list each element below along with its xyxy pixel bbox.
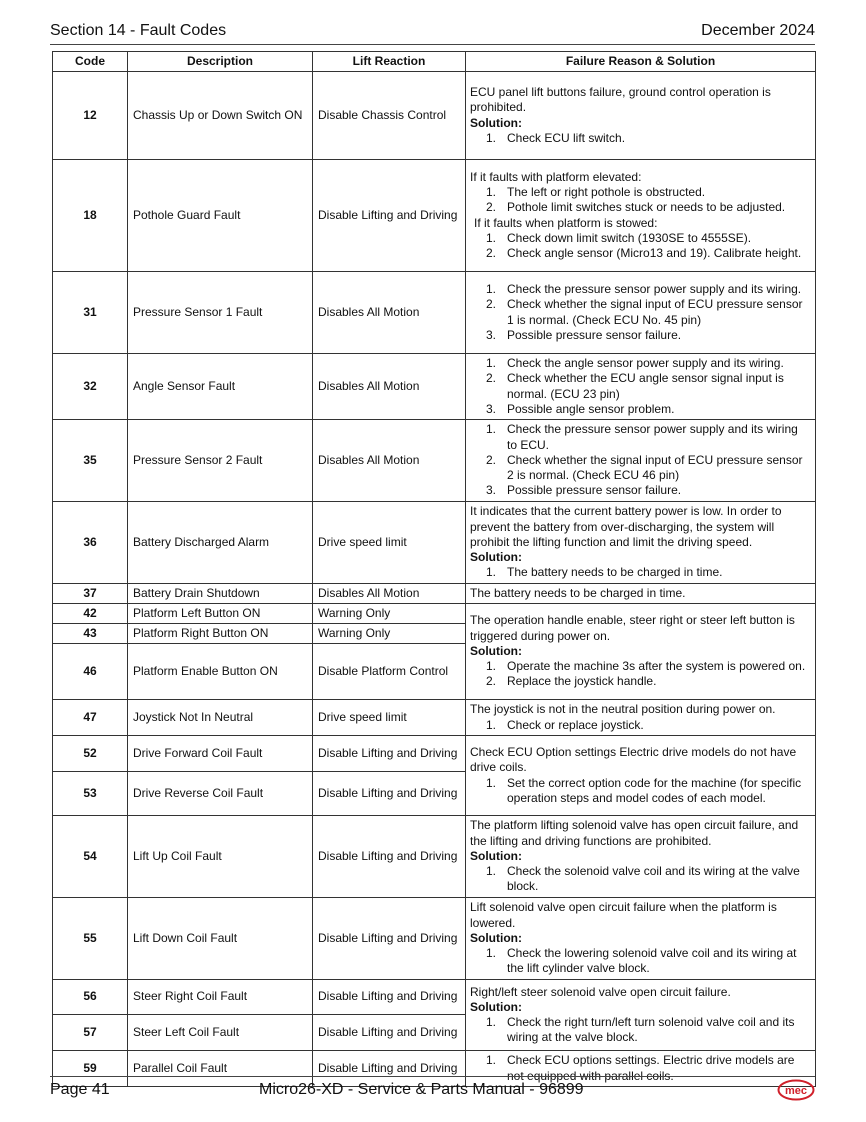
failure-solution: The joystick is not in the neutral position during power on. 1. Check or replace joystick.	[466, 700, 816, 736]
failure-solution: 1. Check the pressure sensor power supply and its wiring to ECU. 2. Check whether the signal input of ECU pressure sensor 2 is normal. (Check ECU 46 pin) 3. Possible pressure sensor failure.	[466, 420, 816, 502]
solution-step: Check down limit switch (1930SE to 4555SE).	[507, 230, 752, 245]
fault-code: 59	[53, 1051, 128, 1087]
table-row	[53, 604, 816, 624]
table-row	[53, 354, 816, 420]
failure-solution: The battery needs to be charged in time.	[466, 584, 816, 604]
failure-solution: Right/left steer solenoid valve open circuit failure. Solution: 1. Check the right turn/left turn solenoid valve coil and its wiring at the valve block.	[466, 980, 816, 1051]
solution-label: Solution:	[470, 643, 522, 658]
table-row	[53, 736, 816, 772]
lift-reaction: Disable Lifting and Driving	[313, 1051, 466, 1087]
solution-step: Check the angle sensor power supply and its wiring.	[507, 356, 784, 371]
failure-reason: The joystick is not in the neutral position during power on.	[470, 702, 776, 717]
table-row	[53, 72, 816, 160]
failure-reason: Check ECU Option settings Electric drive models do not have drive coils.	[470, 745, 797, 775]
fault-description: Platform Right Button ON	[128, 624, 313, 644]
failure-reason: If it faults with platform elevated:	[470, 169, 642, 184]
fault-description: Steer Right Coil Fault	[128, 980, 313, 1015]
fault-description: Battery Discharged Alarm	[128, 502, 313, 584]
solution-label: Solution:	[470, 848, 522, 863]
fault-description: Pothole Guard Fault	[128, 160, 313, 272]
solution-step: The left or right pothole is obstructed.	[507, 185, 706, 200]
solution-step: Check the pressure sensor power supply and its wiring to ECU.	[507, 422, 798, 452]
failure-reason: Right/left steer solenoid valve open circuit failure.	[470, 984, 731, 999]
column-header-solution: Failure Reason & Solution	[466, 52, 816, 72]
solution-step: Check whether the ECU angle sensor signal input is normal. (ECU 23 pin)	[507, 371, 784, 401]
fault-code: 57	[53, 1015, 128, 1051]
fault-code: 54	[53, 816, 128, 898]
lift-reaction: Disables All Motion	[313, 420, 466, 502]
solution-step: Possible pressure sensor failure.	[507, 327, 682, 342]
failure-solution: 1. Check ECU options settings. Electric drive models are not equipped with parallel coils.	[466, 1051, 816, 1087]
table-row	[53, 272, 816, 354]
lift-reaction: Disables All Motion	[313, 272, 466, 354]
failure-solution: ECU panel lift buttons failure, ground control operation is prohibited. Solution: 1. Check ECU lift switch.	[466, 72, 816, 160]
solution-step: Operate the machine 3s after the system is powered on.	[507, 659, 806, 674]
fault-code-table	[52, 51, 816, 1087]
failure-solution: 1. Check the angle sensor power supply and its wiring. 2. Check whether the ECU angle sensor signal input is normal. (ECU 23 pin) 3. Possible angle sensor problem.	[466, 354, 816, 420]
fault-code: 42	[53, 604, 128, 624]
fault-description: Platform Enable Button ON	[128, 644, 313, 700]
failure-reason: It indicates that the current battery power is low. In order to prevent the battery from over-discharging, the system will prohibit the lifting function and limit the driving speed.	[470, 504, 782, 549]
fault-code: 43	[53, 624, 128, 644]
failure-solution: It indicates that the current battery power is low. In order to prevent the battery from over-discharging, the system will prohibit the lifting function and limit the driving speed. Solution: 1. The battery needs to be charged in time.	[466, 502, 816, 584]
solution-step: Possible angle sensor problem.	[507, 401, 675, 416]
lift-reaction: Disable Lifting and Driving	[313, 816, 466, 898]
fault-description: Lift Up Coil Fault	[128, 816, 313, 898]
page-footer	[50, 1079, 815, 1103]
fault-description: Angle Sensor Fault	[128, 354, 313, 420]
solution-step: Possible pressure sensor failure.	[507, 483, 682, 498]
header-rule	[50, 44, 815, 45]
fault-code: 53	[53, 772, 128, 816]
column-header-reaction: Lift Reaction	[313, 52, 466, 72]
solution-step: Pothole limit switches stuck or needs to be adjusted.	[507, 200, 786, 215]
failure-solution: If it faults with platform elevated: 1. The left or right pothole is obstructed. 2. Pothole limit switches stuck or needs to be adjusted. If it faults when platform is stowed: 1. Check down limit switch (1930SE to 4555SE). 2. Check angle sensor (Micro13 and 19). Calibrate height.	[466, 160, 816, 272]
failure-solution: 1. Check the pressure sensor power supply and its wiring. 2. Check whether the signal input of ECU pressure sensor 1 is normal. (Check ECU No. 45 pin) 3. Possible pressure sensor failure.	[466, 272, 816, 354]
lift-reaction: Disable Lifting and Driving	[313, 898, 466, 980]
solution-step: Check the lowering solenoid valve coil and its wiring at the lift cylinder valve block.	[507, 946, 797, 976]
fault-description: Drive Forward Coil Fault	[128, 736, 313, 772]
fault-description: Lift Down Coil Fault	[128, 898, 313, 980]
solution-step: Check the right turn/left turn solenoid valve coil and its wiring at the valve block.	[507, 1015, 795, 1045]
fault-description: Chassis Up or Down Switch ON	[128, 72, 313, 160]
lift-reaction: Disable Lifting and Driving	[313, 160, 466, 272]
table-row	[53, 816, 816, 898]
lift-reaction: Disable Chassis Control	[313, 72, 466, 160]
failure-reason: The platform lifting solenoid valve has open circuit failure, and the lifting and driving functions are prohibited.	[470, 818, 799, 848]
solution-step: Check whether the signal input of ECU pressure sensor 2 is normal. (Check ECU 46 pin)	[507, 452, 803, 483]
section-title: Section 14 - Fault Codes	[50, 22, 227, 39]
table-row	[53, 502, 816, 584]
lift-reaction: Disable Lifting and Driving	[313, 980, 466, 1015]
table-row	[53, 584, 816, 604]
fault-description: Parallel Coil Fault	[128, 1051, 313, 1087]
solution-step: Check ECU lift switch.	[507, 130, 626, 145]
fault-code: 12	[53, 72, 128, 160]
lift-reaction: Disable Lifting and Driving	[313, 772, 466, 816]
failure-solution: Lift solenoid valve open circuit failure when the platform is lowered. Solution: 1. Check the lowering solenoid valve coil and its wiring at the lift cylinder valve block.	[466, 898, 816, 980]
svg-text:mec: mec	[784, 1085, 808, 1097]
lift-reaction: Disable Lifting and Driving	[313, 736, 466, 772]
column-header-description: Description	[128, 52, 313, 72]
solution-step: The battery needs to be charged in time.	[507, 565, 723, 580]
failure-reason: ECU panel lift buttons failure, ground control operation is prohibited.	[470, 85, 771, 115]
lift-reaction: Disable Lifting and Driving	[313, 1015, 466, 1051]
mec-logo-icon	[777, 1079, 815, 1101]
fault-code: 35	[53, 420, 128, 502]
solution-step: Replace the joystick handle.	[507, 674, 657, 689]
table-row	[53, 420, 816, 502]
solution-label: Solution:	[470, 930, 522, 945]
solution-label: Solution:	[470, 115, 522, 130]
fault-code: 55	[53, 898, 128, 980]
footer-rule	[50, 1076, 815, 1077]
fault-description: Steer Left Coil Fault	[128, 1015, 313, 1051]
header-date: December 2024	[701, 22, 815, 39]
table-header-row	[53, 52, 816, 72]
fault-description: Pressure Sensor 1 Fault	[128, 272, 313, 354]
fault-description: Drive Reverse Coil Fault	[128, 772, 313, 816]
manual-title: Micro26-XD - Service & Parts Manual - 96899	[259, 1081, 584, 1098]
lift-reaction: Drive speed limit	[313, 700, 466, 736]
fault-code: 37	[53, 584, 128, 604]
solution-label: Solution:	[470, 999, 522, 1014]
fault-code: 18	[53, 160, 128, 272]
solution-step: Check whether the signal input of ECU pressure sensor 1 is normal. (Check ECU No. 45 pin)	[507, 297, 803, 327]
solution-step: Set the correct option code for the machine (for specific operation steps and model codes of each model.	[507, 775, 802, 805]
failure-solution: The platform lifting solenoid valve has open circuit failure, and the lifting and driving functions are prohibited. Solution: 1. Check the solenoid valve coil and its wiring at the valve block.	[466, 816, 816, 898]
failure-solution: The operation handle enable, steer right or steer left button is triggered during power on. Solution: 1. Operate the machine 3s after the system is powered on. 2. Replace the joystick handle.	[466, 604, 816, 700]
lift-reaction: Disable Platform Control	[313, 644, 466, 700]
failure-reason: Lift solenoid valve open circuit failure when the platform is lowered.	[470, 900, 777, 930]
solution-step: Check the pressure sensor power supply and its wiring.	[507, 282, 802, 297]
table-row	[53, 700, 816, 736]
failure-solution: Check ECU Option settings Electric drive models do not have drive coils. 1. Set the correct option code for the machine (for specific operation steps and model codes of each model.	[466, 736, 816, 816]
fault-code: 56	[53, 980, 128, 1015]
lift-reaction: Disables All Motion	[313, 584, 466, 604]
fault-code: 32	[53, 354, 128, 420]
solution-step: Check angle sensor (Micro13 and 19). Calibrate height.	[507, 245, 802, 260]
fault-code: 31	[53, 272, 128, 354]
table-row	[53, 898, 816, 980]
fault-code: 36	[53, 502, 128, 584]
failure-reason: The operation handle enable, steer right or steer left button is triggered during power on.	[470, 613, 795, 643]
lift-reaction: Warning Only	[313, 604, 466, 624]
solution-step: Check the solenoid valve coil and its wiring at the valve block.	[507, 864, 800, 894]
lift-reaction: Warning Only	[313, 624, 466, 644]
fault-code: 52	[53, 736, 128, 772]
solution-step: Check ECU options settings. Electric drive models are not equipped with parallel coils.	[507, 1053, 795, 1083]
table-row	[53, 160, 816, 272]
fault-description: Platform Left Button ON	[128, 604, 313, 624]
column-header-code: Code	[53, 52, 128, 72]
fault-code: 46	[53, 644, 128, 700]
fault-description: Pressure Sensor 2 Fault	[128, 420, 313, 502]
failure-reason: If it faults when platform is stowed:	[474, 215, 658, 230]
table-row	[53, 980, 816, 1015]
fault-code: 47	[53, 700, 128, 736]
solution-step: Check or replace joystick.	[507, 717, 644, 732]
page-number: Page 41	[50, 1081, 110, 1098]
lift-reaction: Disables All Motion	[313, 354, 466, 420]
solution-label: Solution:	[470, 550, 522, 565]
fault-description: Joystick Not In Neutral	[128, 700, 313, 736]
lift-reaction: Drive speed limit	[313, 502, 466, 584]
page-header	[50, 22, 815, 44]
fault-description: Battery Drain Shutdown	[128, 584, 313, 604]
